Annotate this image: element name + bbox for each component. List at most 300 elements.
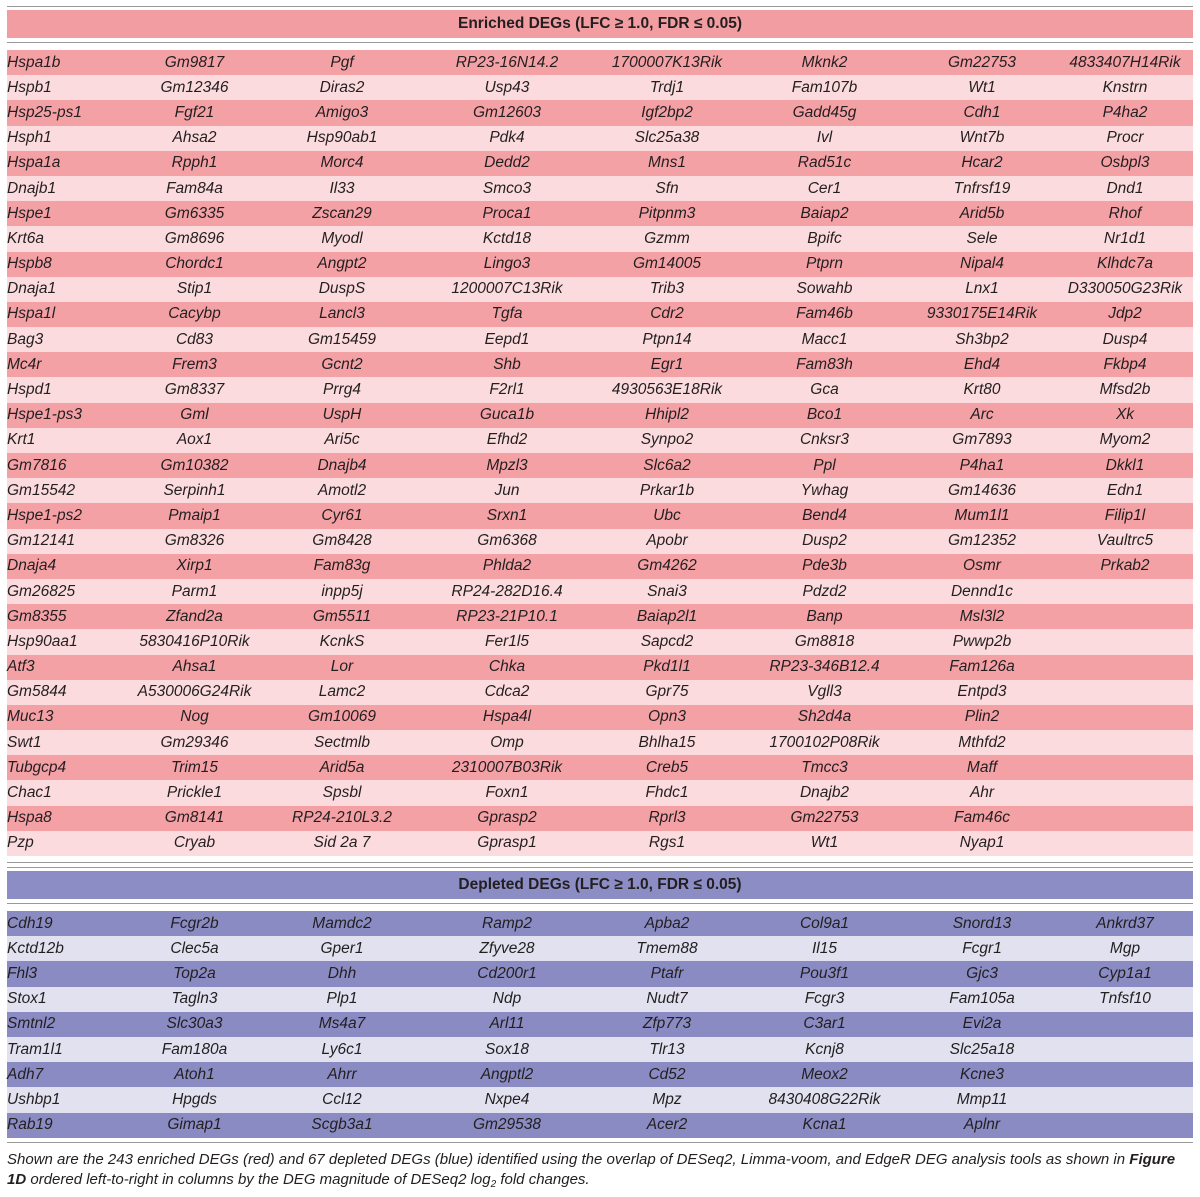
- gene-cell: Clec5a: [170, 939, 219, 957]
- table-row: [7, 705, 1193, 730]
- gene-cell: Pkd1l1: [643, 658, 691, 676]
- gene-cell: Diras2: [319, 78, 365, 96]
- gene-cell: Hpgds: [172, 1090, 217, 1108]
- caption-log-base: 2: [490, 1179, 497, 1190]
- gene-cell: Tnfsf10: [1099, 990, 1151, 1008]
- gene-cell: Lnx1: [965, 280, 999, 298]
- gene-cell: Nr1d1: [1103, 229, 1147, 247]
- gene-cell: Mknk2: [801, 53, 848, 71]
- gene-cell: Banp: [806, 607, 843, 625]
- table-row: [7, 1037, 1193, 1062]
- gene-cell: Cdca2: [484, 683, 530, 701]
- gene-cell: Gm7893: [952, 431, 1012, 449]
- gene-cell: Chac1: [7, 784, 52, 802]
- gene-cell: Ly6c1: [321, 1040, 363, 1058]
- gene-cell: Nudt7: [646, 990, 688, 1008]
- gene-cell: Meox2: [801, 1065, 848, 1083]
- gene-cell: Muc13: [7, 708, 54, 726]
- gene-cell: Col9a1: [799, 914, 850, 932]
- gene-cell: RP23-16N14.2: [455, 53, 559, 71]
- gene-cell: Guca1b: [479, 406, 535, 424]
- table-row: [7, 403, 1193, 428]
- gene-cell: Hspa1a: [7, 154, 61, 172]
- gene-cell: Chordc1: [165, 255, 224, 273]
- gene-cell: Edn1: [1106, 481, 1144, 499]
- gene-cell: Lancl3: [319, 305, 365, 323]
- gene-cell: 9330175E14Rik: [926, 305, 1038, 323]
- gene-cell: inpp5j: [321, 582, 363, 600]
- gene-cell: Jdp2: [1108, 305, 1142, 323]
- gene-cell: Sid 2a 7: [313, 834, 371, 852]
- gene-cell: Rad51c: [797, 154, 852, 172]
- table-row: [7, 50, 1193, 75]
- gene-cell: Gm4262: [637, 557, 697, 575]
- gene-cell: Hspe1-ps2: [7, 506, 82, 524]
- gene-cell: Fgf21: [174, 103, 215, 121]
- gene-cell: Fam46c: [954, 809, 1010, 827]
- gene-cell: Wt1: [810, 834, 839, 852]
- gene-cell: Pwwp2b: [952, 632, 1012, 650]
- gene-cell: Igf2bp2: [641, 103, 693, 121]
- gene-cell: Trdj1: [649, 78, 685, 96]
- enriched-header: Enriched DEGs (LFC ≥ 1.0, FDR ≤ 0.05): [7, 10, 1193, 38]
- gene-cell: Sowahb: [796, 280, 853, 298]
- gene-cell: Gm8696: [164, 229, 225, 247]
- gene-cell: Fam84a: [166, 179, 223, 197]
- gene-cell: Swt1: [7, 733, 42, 751]
- gene-cell: Gm7816: [7, 456, 67, 474]
- gene-cell: Pdzd2: [802, 582, 847, 600]
- gene-cell: Plin2: [964, 708, 1000, 726]
- gene-cell: 4930563E18Rik: [611, 381, 723, 399]
- gene-cell: Shb: [493, 355, 521, 373]
- gene-cell: Atoh1: [174, 1065, 215, 1083]
- gene-cell: Cd52: [648, 1065, 686, 1083]
- table-row: [7, 252, 1193, 277]
- gene-cell: Ahr: [969, 784, 995, 802]
- gene-cell: Mgp: [1109, 939, 1141, 957]
- gene-cell: Ptafr: [650, 964, 684, 982]
- caption-text-2: ordered left-to-right in columns by the DEG magnitude of DESeq2 log: [30, 1171, 491, 1188]
- gene-cell: Prkar1b: [639, 481, 695, 499]
- gene-cell: Eepd1: [484, 330, 530, 348]
- gene-cell: Hsp90ab1: [306, 129, 378, 147]
- gene-cell: Gm6368: [477, 532, 537, 550]
- gene-cell: Stip1: [176, 280, 213, 298]
- gene-cell: Zfand2a: [166, 607, 223, 625]
- gene-cell: Gm29346: [160, 733, 229, 751]
- gene-cell: Gm12346: [160, 78, 229, 96]
- gene-cell: Bco1: [806, 406, 843, 424]
- gene-cell: Fhdc1: [645, 784, 689, 802]
- gene-cell: Proca1: [482, 204, 532, 222]
- gene-cell: Kcne3: [960, 1065, 1004, 1083]
- gene-cell: Sh2d4a: [797, 708, 852, 726]
- gene-cell: Phlda2: [482, 557, 532, 575]
- gene-cell: KcnkS: [319, 632, 365, 650]
- gene-cell: Ptprn: [805, 255, 844, 273]
- top-rule: [7, 6, 1193, 7]
- gene-cell: Ms4a7: [318, 1015, 366, 1033]
- gene-cell: Ahrr: [327, 1065, 357, 1083]
- gene-cell: Krt80: [963, 381, 1001, 399]
- gene-cell: Gm15542: [7, 481, 76, 499]
- gene-cell: Mpz: [652, 1090, 682, 1108]
- gene-cell: Gcnt2: [321, 355, 363, 373]
- gene-cell: Omp: [490, 733, 524, 751]
- gene-cell: Adh7: [7, 1065, 44, 1083]
- gene-cell: Fam46b: [796, 305, 853, 323]
- gene-cell: Apobr: [646, 532, 688, 550]
- gene-cell: Tmcc3: [801, 758, 848, 776]
- gene-cell: Top2a: [173, 964, 216, 982]
- gene-cell: Nyap1: [959, 834, 1005, 852]
- gene-cell: Fcgr1: [962, 939, 1002, 957]
- gene-cell: Xk: [1115, 406, 1135, 424]
- table-row: [7, 126, 1193, 151]
- gene-cell: Dusp4: [1102, 330, 1148, 348]
- gene-cell: Ywhag: [800, 481, 849, 499]
- gene-cell: Slc6a2: [643, 456, 691, 474]
- table-row: [7, 151, 1193, 176]
- table-row: [7, 453, 1193, 478]
- gene-cell: Msl3l2: [959, 607, 1005, 625]
- gene-cell: Mthfd2: [958, 733, 1006, 751]
- gene-cell: Bhlha15: [638, 733, 696, 751]
- gene-cell: Gm8355: [7, 607, 67, 625]
- table-row: [7, 961, 1193, 986]
- gene-cell: Pou3f1: [799, 964, 850, 982]
- enriched-header-rule: [7, 42, 1193, 43]
- gene-cell: Gper1: [320, 939, 364, 957]
- gene-cell: Sh3bp2: [955, 330, 1009, 348]
- gene-cell: Gm12352: [947, 532, 1017, 550]
- gene-cell: Cdh1: [963, 103, 1001, 121]
- gene-cell: Gm22753: [790, 809, 859, 827]
- gene-cell: Kctd18: [482, 229, 532, 247]
- gene-cell: Bag3: [7, 330, 44, 348]
- gene-cell: Ivl: [816, 129, 833, 147]
- gene-cell: Trim15: [170, 758, 219, 776]
- gene-cell: Trib3: [649, 280, 685, 298]
- gene-cell: Gca: [810, 381, 839, 399]
- gene-cell: Mns1: [648, 154, 686, 172]
- gene-cell: Cd83: [175, 330, 214, 348]
- gene-cell: 1200007C13Rik: [451, 280, 563, 298]
- gene-cell: Angpt2: [317, 255, 367, 273]
- gene-cell: Gm14005: [632, 255, 702, 273]
- caption-figure-ref: Figure 1D: [7, 1151, 1176, 1188]
- gene-cell: Efhd2: [486, 431, 528, 449]
- gene-cell: RP23-346B12.4: [769, 658, 880, 676]
- table-row: [7, 831, 1193, 856]
- gene-cell: 2310007B03Rik: [451, 758, 563, 776]
- gene-cell: Tmem88: [636, 939, 698, 957]
- enriched-bottom-rule: [7, 862, 1193, 863]
- gene-cell: Nxpe4: [484, 1090, 530, 1108]
- gene-cell: Bpifc: [807, 229, 842, 247]
- gene-cell: Fcgr3: [804, 990, 845, 1008]
- gene-cell: Zscan29: [312, 204, 372, 222]
- gene-cell: Mc4r: [7, 355, 42, 373]
- gene-cell: Dnajb1: [7, 179, 57, 197]
- gene-cell: Filip1l: [1104, 506, 1146, 524]
- gene-cell: Arid5b: [959, 204, 1005, 222]
- gene-cell: Ahsa2: [172, 129, 217, 147]
- table-row: [7, 936, 1193, 961]
- gene-cell: Fhl3: [7, 964, 38, 982]
- table-caption: [7, 1150, 1197, 1195]
- gene-cell: Cdh19: [7, 914, 53, 932]
- gene-cell: Gjc3: [966, 964, 998, 982]
- gene-cell: RP24-282D16.4: [451, 582, 563, 600]
- gene-cell: 8430408G22Rik: [768, 1090, 881, 1108]
- gene-cell: Dusp2: [802, 532, 847, 550]
- table-row: [7, 1012, 1193, 1037]
- gene-cell: C3ar1: [803, 1015, 846, 1033]
- table-row: [7, 780, 1193, 805]
- gene-cell: Mum1l1: [954, 506, 1010, 524]
- table-row: [7, 604, 1193, 629]
- gene-cell: Gm12141: [7, 532, 76, 550]
- gene-cell: Tubgcp4: [7, 758, 67, 776]
- gene-cell: Klhdc7a: [1096, 255, 1153, 273]
- gene-cell: Plp1: [326, 990, 358, 1008]
- table-row: [7, 655, 1193, 680]
- gene-cell: D330050G23Rik: [1067, 280, 1183, 298]
- gene-cell: Parm1: [171, 582, 218, 600]
- gene-cell: Gprasp1: [477, 834, 537, 852]
- gene-cell: Hcar2: [961, 154, 1003, 172]
- gene-cell: Creb5: [645, 758, 689, 776]
- gene-cell: Gm12603: [472, 103, 542, 121]
- gene-cell: Bend4: [802, 506, 847, 524]
- table-row: [7, 987, 1193, 1012]
- gene-cell: Ppl: [813, 456, 836, 474]
- gene-cell: Snord13: [952, 914, 1012, 932]
- gene-cell: Sox18: [485, 1040, 529, 1058]
- depleted-top-rule: [7, 867, 1193, 868]
- gene-cell: Opn3: [648, 708, 686, 726]
- table-row: [7, 911, 1193, 936]
- gene-cell: Dnd1: [1106, 179, 1144, 197]
- gene-cell: Lingo3: [483, 255, 531, 273]
- gene-cell: Mamdc2: [312, 914, 372, 932]
- gene-cell: Arc: [970, 406, 994, 424]
- gene-cell: Slc25a38: [634, 129, 700, 147]
- gene-cell: Kcnj8: [805, 1040, 844, 1058]
- table-row: [7, 352, 1193, 377]
- gene-cell: Frem3: [172, 355, 217, 373]
- gene-cell: Prickle1: [166, 784, 223, 802]
- gene-cell: Hspe1: [7, 204, 52, 222]
- gene-cell: Gm10382: [160, 456, 229, 474]
- gene-cell: P4ha1: [959, 456, 1005, 474]
- gene-cell: Cyr61: [321, 506, 363, 524]
- gene-cell: Sapcd2: [640, 632, 694, 650]
- gene-cell: Procr: [1106, 129, 1144, 147]
- gene-cell: Il33: [329, 179, 355, 197]
- gene-cell: Ari5c: [324, 431, 360, 449]
- table-row: [7, 302, 1193, 327]
- gene-cell: Tnfrsf19: [953, 179, 1011, 197]
- gene-cell: Gm8428: [312, 532, 372, 550]
- gene-cell: Knstrn: [1102, 78, 1148, 96]
- gene-cell: Gm8141: [164, 809, 225, 827]
- gene-cell: Aox1: [176, 431, 213, 449]
- gene-cell: Dnaja4: [7, 557, 57, 575]
- gene-cell: Macc1: [801, 330, 848, 348]
- depleted-header-rule: [7, 903, 1193, 904]
- table-row: [7, 1062, 1193, 1087]
- gene-cell: Sectmlb: [314, 733, 370, 751]
- gene-cell: UspH: [322, 406, 362, 424]
- gene-cell: Gm5844: [7, 683, 67, 701]
- gene-cell: Gm10069: [307, 708, 377, 726]
- gene-cell: Arl11: [489, 1015, 525, 1033]
- gene-cell: Dedd2: [484, 154, 530, 172]
- gene-cell: Apba2: [644, 914, 690, 932]
- gene-cell: Gm15459: [307, 330, 377, 348]
- table-row: [7, 503, 1193, 528]
- gene-cell: Fam126a: [949, 658, 1015, 676]
- gene-cell: Dnaja1: [7, 280, 57, 298]
- gene-cell: Gadd45g: [792, 103, 857, 121]
- gene-cell: Rgs1: [648, 834, 686, 852]
- gene-cell: Lor: [330, 658, 354, 676]
- gene-cell: Prrg4: [323, 381, 361, 399]
- gene-cell: Ramp2: [482, 914, 532, 932]
- gene-cell: Tagln3: [171, 990, 218, 1008]
- gene-cell: DuspS: [318, 280, 366, 298]
- gene-cell: Osmr: [963, 557, 1001, 575]
- table-row: [7, 176, 1193, 201]
- gene-cell: A530006G24Rik: [137, 683, 252, 701]
- gene-cell: Smtnl2: [7, 1015, 56, 1033]
- gene-cell: Wt1: [968, 78, 996, 96]
- gene-cell: Synpo2: [640, 431, 694, 449]
- table-row: [7, 377, 1193, 402]
- table-row: [7, 529, 1193, 554]
- gene-cell: 1700102P08Rik: [769, 733, 880, 751]
- gene-cell: Fam105a: [949, 990, 1015, 1008]
- table-row: [7, 1113, 1193, 1138]
- gene-cell: Tlr13: [649, 1040, 685, 1058]
- enriched-table: [7, 50, 1193, 856]
- gene-cell: Rpph1: [171, 154, 218, 172]
- gene-cell: Kcna1: [802, 1116, 847, 1134]
- gene-cell: RP23-21P10.1: [456, 607, 558, 625]
- gene-cell: Dennd1c: [950, 582, 1014, 600]
- gene-cell: Ccl12: [322, 1090, 362, 1108]
- gene-cell: Vgll3: [807, 683, 842, 701]
- table-row: [7, 75, 1193, 100]
- depleted-header: Depleted DEGs (LFC ≥ 1.0, FDR ≤ 0.05): [7, 871, 1193, 899]
- gene-cell: 4833407H14Rik: [1069, 53, 1181, 71]
- gene-cell: Amotl2: [317, 481, 367, 499]
- gene-cell: P4ha2: [1102, 103, 1148, 121]
- gene-cell: Kctd12b: [7, 939, 64, 957]
- gene-cell: Hspa4l: [482, 708, 532, 726]
- gene-cell: Baiap2: [800, 204, 849, 222]
- gene-cell: Hspa1b: [7, 53, 61, 71]
- gene-cell: Hsp90aa1: [7, 632, 78, 650]
- gene-cell: Gm5511: [312, 607, 372, 625]
- gene-cell: Egr1: [650, 355, 684, 373]
- gene-cell: Dnajb4: [317, 456, 367, 474]
- gene-cell: Gm8326: [164, 532, 225, 550]
- gene-cell: Srxn1: [486, 506, 528, 524]
- gene-cell: Nipal4: [960, 255, 1004, 273]
- gene-cell: Hspa1l: [7, 305, 56, 323]
- gene-cell: Myodl: [321, 229, 363, 247]
- gene-cell: Hsph1: [7, 129, 52, 147]
- gene-cell: Fam83g: [313, 557, 371, 575]
- gene-cell: Spsbl: [322, 784, 362, 802]
- gene-cell: Gm29538: [472, 1116, 542, 1134]
- table-row: [7, 629, 1193, 654]
- gene-cell: Baiap2l1: [636, 607, 698, 625]
- gene-cell: Jun: [494, 481, 520, 499]
- gene-cell: Pmaip1: [168, 506, 221, 524]
- table-row: [7, 428, 1193, 453]
- gene-cell: Pde3b: [802, 557, 847, 575]
- gene-cell: Smco3: [482, 179, 532, 197]
- gene-cell: Rab19: [7, 1116, 53, 1134]
- gene-cell: Arid5a: [319, 758, 365, 776]
- table-row: [7, 680, 1193, 705]
- table-row: [7, 277, 1193, 302]
- gene-cell: Gzmm: [644, 229, 690, 247]
- gene-cell: Entpd3: [957, 683, 1007, 701]
- gene-cell: Cyp1a1: [1098, 964, 1152, 982]
- gene-cell: Gm6335: [164, 204, 225, 222]
- gene-cell: Rprl3: [648, 809, 686, 827]
- gene-cell: Ubc: [653, 506, 681, 524]
- table-row: [7, 478, 1193, 503]
- gene-cell: Cryab: [173, 834, 216, 852]
- gene-cell: Serpinh1: [163, 481, 226, 499]
- depleted-bottom-rule: [7, 1142, 1193, 1143]
- gene-cell: Scgb3a1: [311, 1116, 373, 1134]
- gene-cell: Dhh: [327, 964, 357, 982]
- gene-cell: F2rl1: [489, 381, 525, 399]
- gene-cell: Evi2a: [962, 1015, 1002, 1033]
- gene-cell: 1700007K13Rik: [611, 53, 723, 71]
- table-row: [7, 730, 1193, 755]
- gene-cell: RP24-210L3.2: [292, 809, 392, 827]
- gene-cell: Il15: [812, 939, 837, 957]
- gene-cell: Slc25a18: [949, 1040, 1015, 1058]
- gene-cell: Sfn: [655, 179, 679, 197]
- gene-cell: Hhipl2: [645, 406, 689, 424]
- gene-cell: Mpzl3: [486, 456, 528, 474]
- gene-cell: Fam107b: [791, 78, 858, 96]
- gene-cell: Pdk4: [489, 129, 525, 147]
- gene-cell: Osbpl3: [1100, 154, 1150, 172]
- gene-cell: Hsp25-ps1: [7, 103, 82, 121]
- gene-cell: Tram1l1: [7, 1040, 63, 1058]
- gene-cell: Rhof: [1108, 204, 1142, 222]
- gene-cell: Acer2: [646, 1116, 688, 1134]
- gene-cell: Ndp: [492, 990, 522, 1008]
- gene-cell: Vaultrc5: [1096, 532, 1154, 550]
- gene-cell: Sele: [966, 229, 998, 247]
- gene-cell: Dnajb2: [799, 784, 850, 802]
- gene-cell: Hspb8: [7, 255, 52, 273]
- gene-cell: Chka: [488, 658, 526, 676]
- gene-cell: Gpr75: [645, 683, 689, 701]
